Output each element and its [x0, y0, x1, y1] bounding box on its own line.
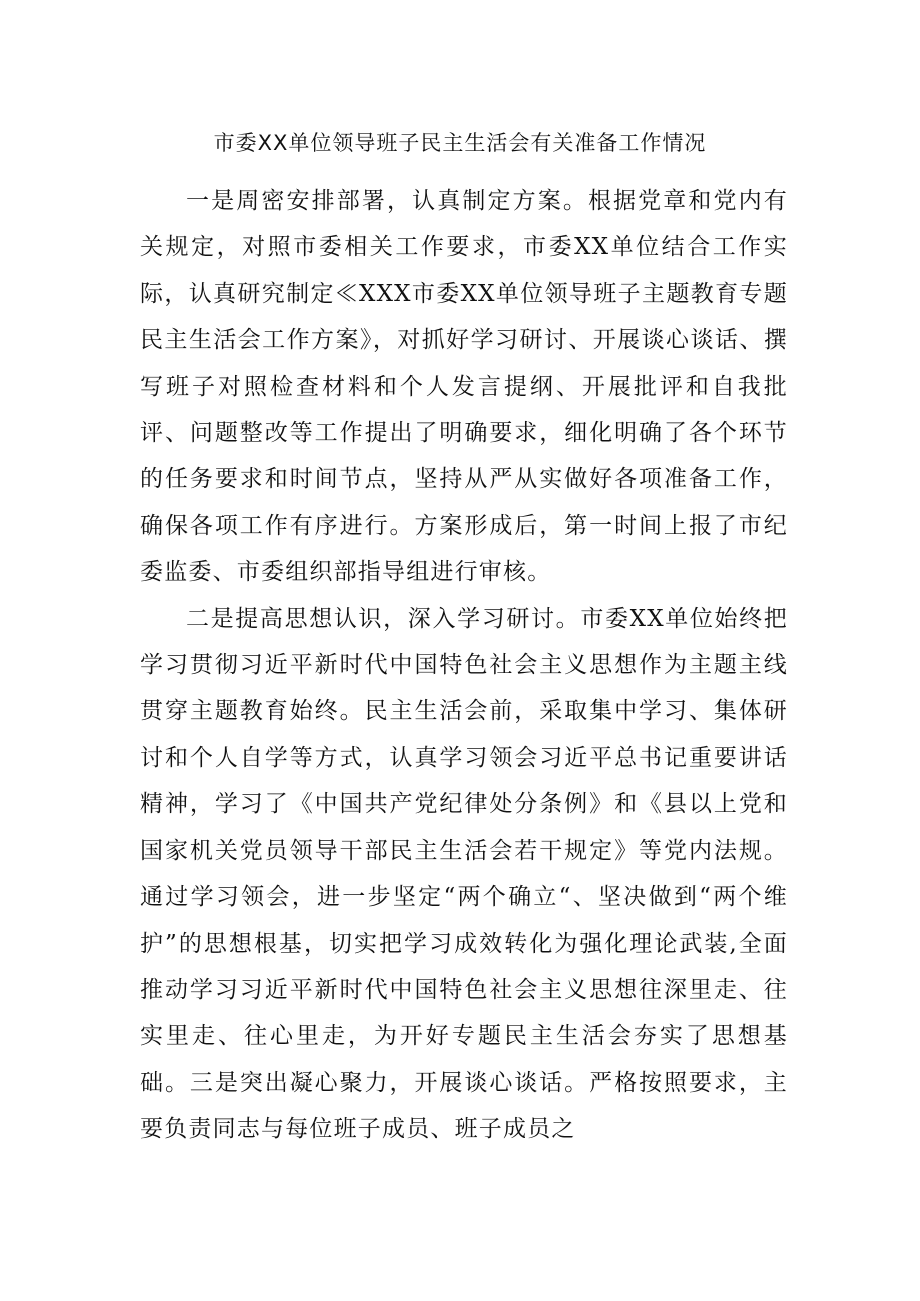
paragraph-1: 一是周密安排部署，认真制定方案。根据党章和党内有关规定，对照市委相关工作要求，市委XX单位结合工作实际，认真研究制定≪XXX市委XX单位领导班子主题教育专题民主生活会工作方案》，对抓好学习研讨、开展谈心谈话、撰写班子对照检查材料和个人发言提纲、开展批评和自我批评、问题整改等工作提出了明确要求，细化明确了各个环节的任务要求和时间节点，坚持从严从实做好各项准备工作，确保各项工作有序进行。方案形成后，第一时间上报了市纪委监委、市委组织部指导组进行审核。	[140, 188, 788, 586]
document-title: 市委XX单位领导班子民主生活会有关准备工作情况	[213, 131, 707, 155]
paragraph-2: 二是提高思想认识，深入学习研讨。市委XX单位始终把学习贯彻习近平新时代中国特色社会主义思想作为主题主线贯穿主题教育始终。民主生活会前，采取集中学习、集体研讨和个人自学等方式，认真学习领会习近平总书记重要讲话精神，学习了《中国共产党纪律处分条例》和《县以上党和国家机关党员领导干部民主生活会若干规定》等党内法规。通过学习领会，进一步坚定“两个确立“、坚决做到“两个维护”的思想根基，切实把学习成效转化为强化理论武装,全面推动学习习近平新时代中国特色社会主义思想往深里走、往实里走、往心里走，为开好专题民主生活会夯实了思想基础。三是突出凝心聚力，开展谈心谈话。严格按照要求，主要负责同志与每位班子成员、班子成员之	[140, 605, 788, 1143]
document-body	[140, 178, 788, 1153]
